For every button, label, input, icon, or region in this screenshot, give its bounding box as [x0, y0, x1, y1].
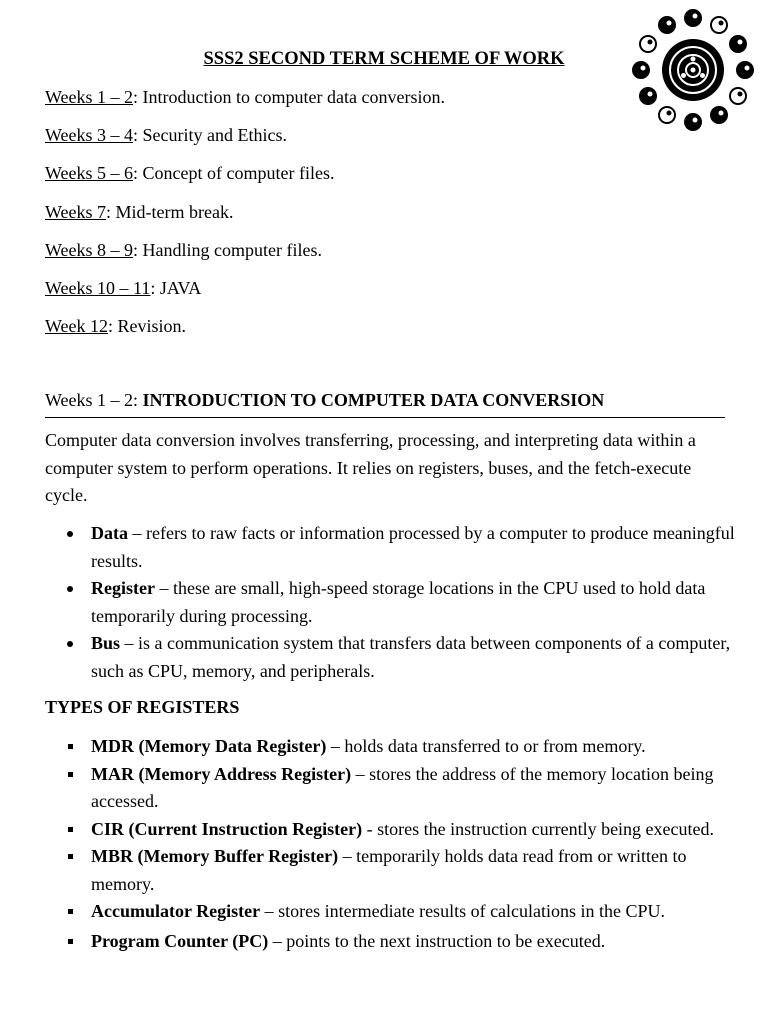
schedule-label: Weeks 3 – 4 — [45, 125, 134, 146]
register-item — [45, 898, 735, 926]
registers-list — [45, 733, 735, 955]
register-term: MAR (Memory Address Register) — [91, 763, 352, 784]
definition-term: Register — [91, 578, 155, 598]
schedule-text: : Revision. — [108, 316, 187, 337]
emblem-symbol-icon — [640, 88, 656, 104]
schedule-text: : Introduction to computer data conversion. — [133, 87, 445, 107]
section-prefix: Weeks 1 – 2: — [45, 390, 143, 410]
schedule-text: : Mid-term break. — [106, 201, 234, 222]
schedule-list — [45, 85, 605, 352]
section-title: INTRODUCTION TO COMPUTER DATA CONVERSION — [142, 390, 605, 410]
square-bullet-icon — [68, 909, 73, 914]
emblem-symbol-icon — [685, 114, 701, 130]
bullet-icon — [67, 531, 73, 537]
schedule-text: : Security and Ethics. — [133, 125, 287, 146]
emblem-symbol-icon — [730, 88, 746, 104]
schedule-item — [45, 200, 605, 238]
definition-text: – these are small, high-speed storage locations in the CPU used to hold data temporarily during processing. — [91, 578, 706, 626]
schedule-item — [45, 161, 605, 199]
schedule-label: Weeks 10 – 11 — [45, 277, 151, 298]
register-term: MDR (Memory Data Register) — [91, 736, 327, 756]
schedule-item — [45, 123, 605, 161]
register-term: CIR (Current Instruction Register) — [91, 818, 363, 839]
section-heading — [45, 388, 725, 418]
emblem-symbol-icon — [659, 107, 675, 123]
square-bullet-icon — [68, 854, 73, 859]
emblem-symbol-detail — [693, 14, 698, 19]
register-text: – points to the next instruction to be executed. — [268, 930, 606, 951]
definition-item — [45, 520, 735, 575]
schedule-item — [45, 276, 605, 314]
schedule-label: Week 12 — [45, 316, 109, 337]
registers-heading: TYPES OF REGISTERS — [45, 697, 240, 717]
page-title: SSS2 SECOND TERM SCHEME OF WORK — [203, 49, 565, 69]
schedule-label: Weeks 5 – 6 — [45, 163, 134, 184]
square-bullet-icon — [68, 827, 73, 832]
register-text: – stores the address of the memory location being accessed. — [91, 763, 714, 811]
schedule-text: : Concept of computer files. — [133, 163, 335, 184]
emblem-symbol-icon — [711, 17, 727, 33]
definition-text: – is a communication system that transfers data between components of a computer, such as CPU, memory, and peripherals. — [91, 633, 731, 681]
schedule-label: Weeks 8 – 9 — [45, 239, 134, 260]
bullet-icon — [67, 641, 73, 647]
definition-item — [45, 630, 735, 685]
emblem-symbol-detail — [648, 92, 653, 97]
emblem-symbol-icon — [659, 17, 675, 33]
definitions-list — [45, 520, 735, 685]
emblem-symbol-detail — [738, 92, 743, 97]
emblem-symbol-icon — [685, 10, 701, 26]
schedule-label: Weeks 1 – 2 — [45, 87, 134, 107]
schedule-text: : JAVA — [150, 277, 202, 298]
register-text: – stores intermediate results of calculations in the CPU. — [260, 901, 666, 921]
intro-paragraph: Computer data conversion involves transferring, processing, and interpreting data within a computer system to perform operations. It relies on registers, buses, and the fetch-execute cycle. — [45, 430, 696, 505]
emblem-inner-dot — [681, 73, 686, 78]
schedule-item — [45, 314, 605, 352]
schedule-item — [45, 238, 605, 276]
register-term: MBR (Memory Buffer Register) — [91, 846, 339, 866]
emblem-inner-dot — [700, 73, 705, 78]
register-item — [45, 733, 735, 761]
emblem-symbol-detail — [667, 111, 672, 116]
register-term: Program Counter (PC) — [91, 930, 269, 951]
emblem-symbol-detail — [667, 21, 672, 26]
definition-term: Data — [91, 523, 128, 543]
schedule-text: : Handling computer files. — [133, 239, 322, 260]
definition-text: – refers to raw facts or information processed by a computer to produce meaningful results. — [91, 523, 735, 571]
emblem-symbol-detail — [719, 111, 724, 116]
register-text: – holds data transferred to or from memory. — [326, 736, 646, 756]
definition-term: Bus — [91, 633, 121, 653]
emblem-symbol-detail — [648, 40, 653, 45]
schedule-label: Weeks 7 — [45, 201, 107, 222]
emblem-symbol-detail — [738, 40, 743, 45]
square-bullet-icon — [68, 744, 73, 749]
emblem-symbol-icon — [711, 107, 727, 123]
bullet-icon — [67, 586, 73, 592]
register-term: Accumulator Register — [91, 901, 261, 921]
square-bullet-icon — [68, 939, 73, 944]
schedule-item — [45, 85, 605, 123]
register-text: – temporarily holds data read from or written to memory. — [91, 846, 687, 894]
register-item — [45, 816, 735, 844]
emblem-symbol-detail — [719, 21, 724, 26]
square-bullet-icon — [68, 772, 73, 777]
register-item — [45, 761, 735, 816]
register-item — [45, 843, 735, 898]
emblem-symbol-detail — [693, 118, 698, 123]
register-text: - stores the instruction currently being executed. — [362, 818, 715, 839]
register-item — [45, 928, 735, 956]
definition-item — [45, 575, 735, 630]
